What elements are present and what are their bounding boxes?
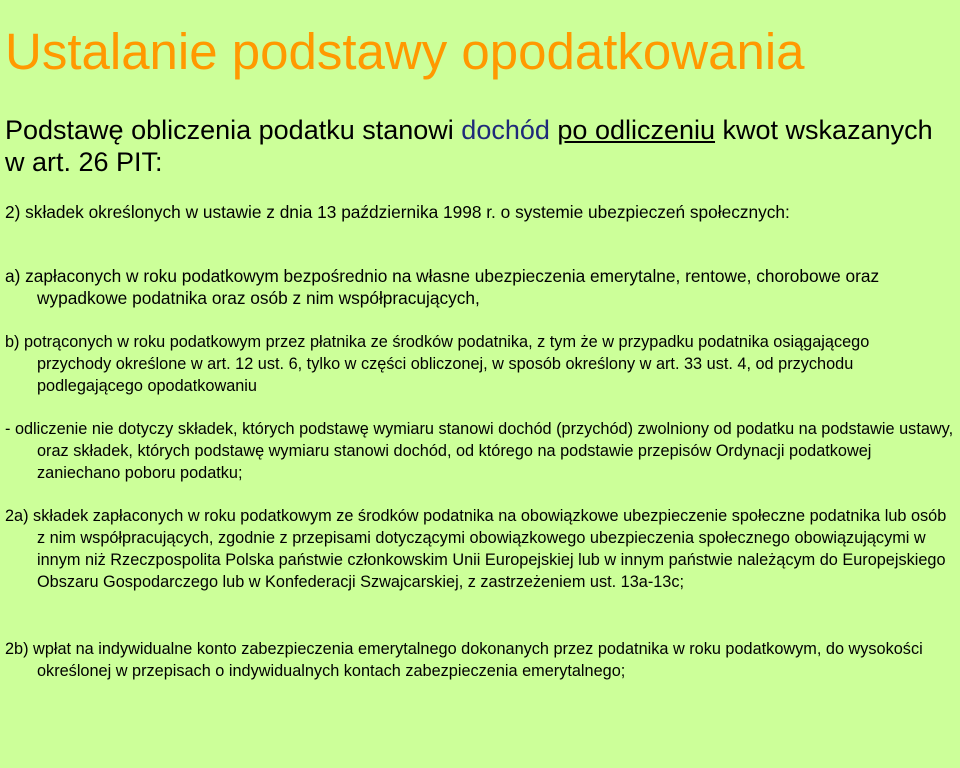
item-2-skladki: 2) składek określonych w ustawie z dnia 13 października 1998 r. o systemie ubezpieczeń społecznych: — [5, 202, 790, 222]
item-2a-skladki-zagraniczne: 2a) składek zapłaconych w roku podatkowym ze środków podatnika na obowiązkowe ubezpieczenie społeczne podatnika lub osób z nim współpracujących, zgodnie z przepisami dotyczącymi obowiązkowego ubezpieczenia społecznego obowiązującymi w innym niż Rzeczpospolita Polska państwie członkowskim Unii Europejskiej lub w innym państwie należącym do Europejskiego Obszaru Gospodarczego lub w Konfederacji Szwajcarskiej, z zastrzeżeniem ust. 13a-13c; — [5, 507, 947, 591]
item-a-zaplaconych: a) zapłaconych w roku podatkowym bezpośrednio na własne ubezpieczenia emerytalne, rentowe, chorobowe oraz wypadkowe podatnika oraz osób z nim współpracujących, — [5, 266, 880, 308]
slide-title: Ustalanie podstawy opodatkowania — [5, 23, 805, 80]
term-po-odliczeniu: po odliczeniu — [557, 115, 716, 145]
intro-paragraph — [5, 114, 950, 178]
item-2b-ikze: 2b) wpłat na indywidualne konto zabezpieczenia emerytalnego dokonanych przez podatnika w roku podatkowym, do wysokości określonej w przepisach o indywidualnych kontach zabezpieczenia emerytalnego; — [5, 640, 923, 680]
intro-text-after: kwot wskazanych w art. 26 PIT: — [5, 115, 933, 177]
item-dash-odliczenie: - odliczenie nie dotyczy składek, których podstawę wymiaru stanowi dochód (przychód) zwolniony od podatku na podstawie ustawy, oraz składek, których podstawę wymiaru stanowi dochód, od którego na podstawie przepisów Ordynacji podatkowej zaniechano poboru podatku; — [5, 420, 954, 482]
intro-text-before: Podstawę obliczenia podatku stanowi — [5, 115, 462, 145]
term-dochod: dochód — [461, 115, 550, 145]
item-b-potraconych: b) potrąconych w roku podatkowym przez płatnika ze środków podatnika, z tym że w przypadku podatnika osiągającego przychody określone w art. 12 ust. 6, tylko w części obliczonej, w sposób określony w art. 33 ust. 4, od przychodu podlegającego opodatkowaniu — [5, 333, 870, 395]
